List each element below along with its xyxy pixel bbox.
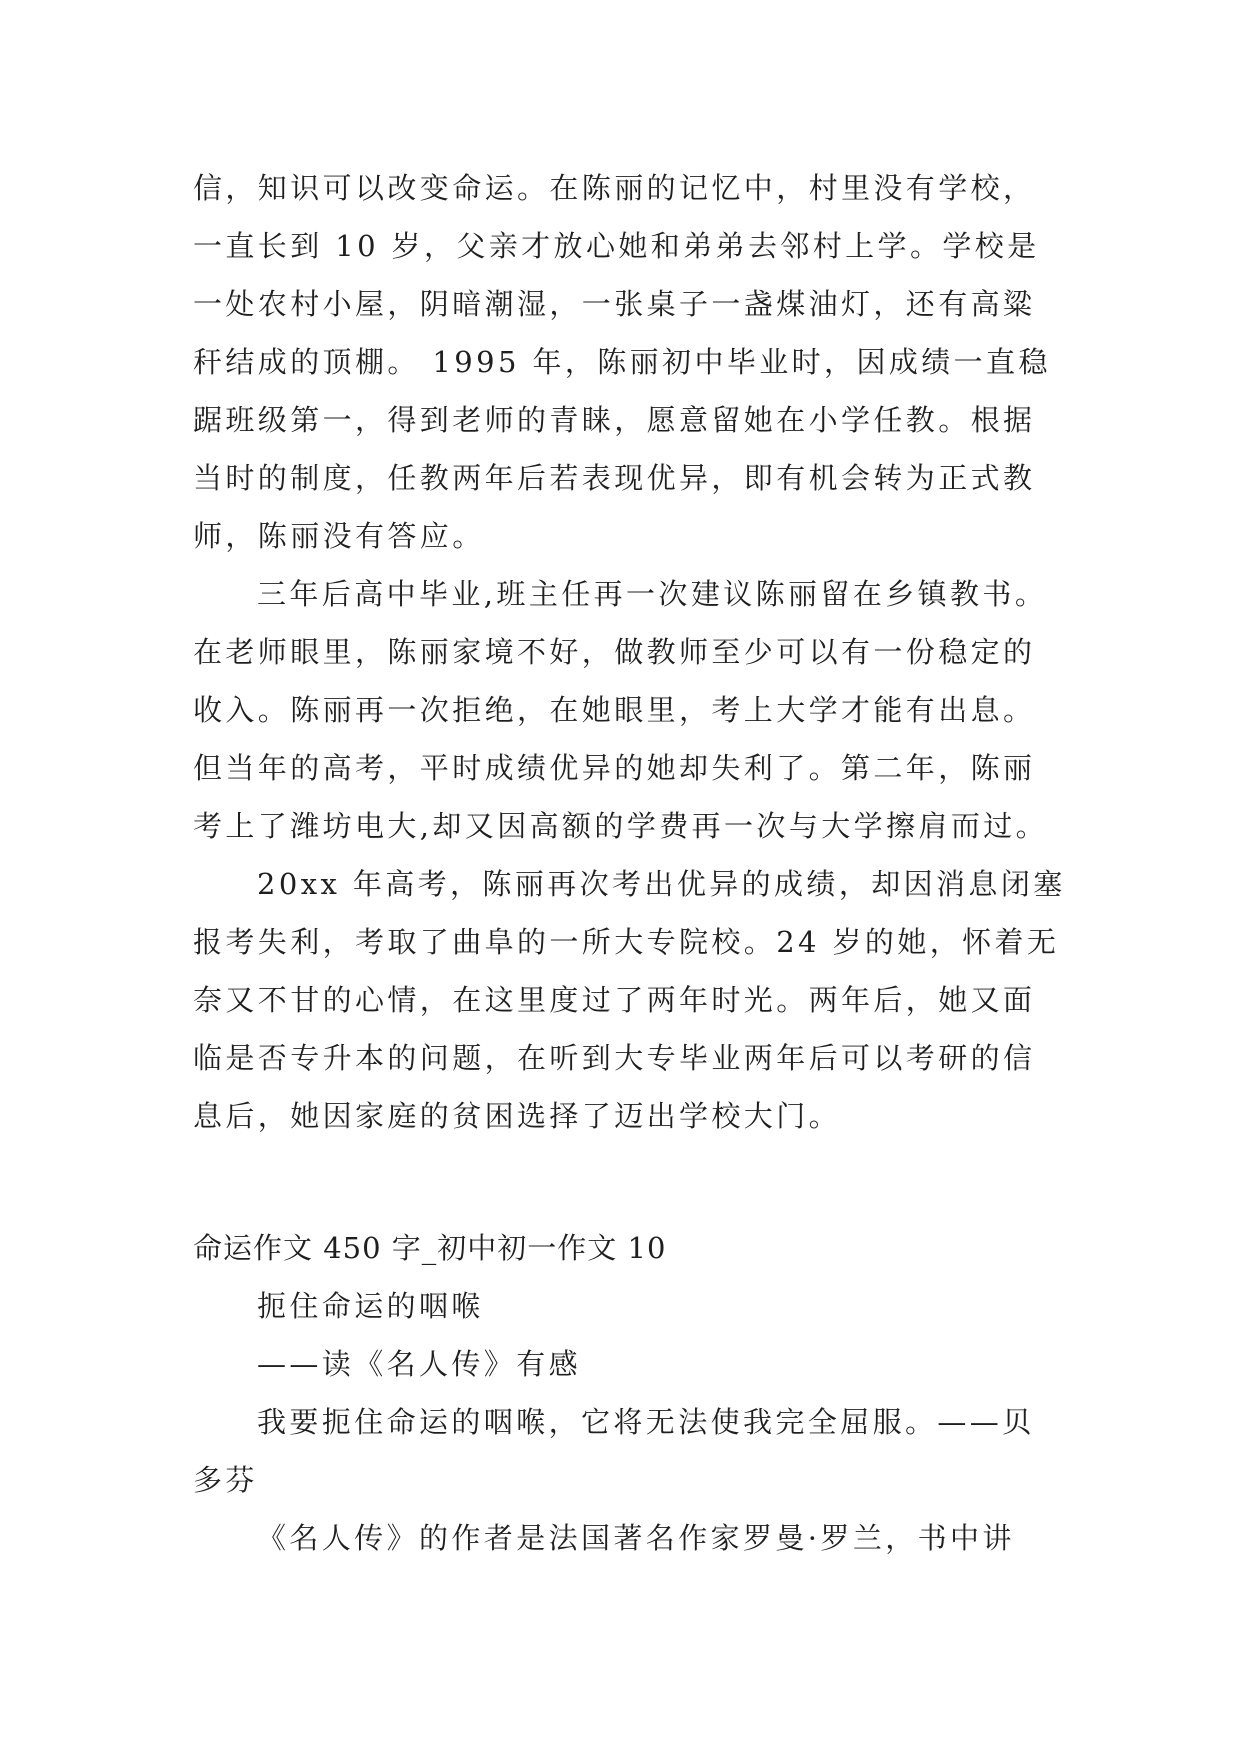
text-line: 一直长到 10 岁，父亲才放心她和弟弟去邻村上学。学校是	[193, 229, 1040, 263]
text-line: 信，知识可以改变命运。在陈丽的记忆中，村里没有学校，	[193, 171, 1036, 205]
text-line: 但当年的高考，平时成绩优异的她却失利了。第二年，陈丽	[193, 751, 1036, 785]
text-line: 师，陈丽没有答应。	[193, 519, 485, 553]
text-line: 临是否专升本的问题，在听到大专毕业两年后可以考研的信	[193, 1041, 1036, 1075]
article-body-part1	[193, 159, 1066, 1145]
text-line: 奈又不甘的心情，在这里度过了两年时光。两年后，她又面	[193, 983, 1036, 1017]
text-line: 收入。陈丽再一次拒绝，在她眼里，考上大学才能有出息。	[193, 693, 1036, 727]
text-line: 报考失利，考取了曲阜的一所大专院校。24 岁的她，怀着无	[193, 925, 1060, 959]
essay-title: 扼住命运的咽喉	[257, 1289, 484, 1323]
text-line: 踞班级第一，得到老师的青睐，愿意留她在小学任教。根据	[193, 403, 1036, 437]
text-line: 一处农村小屋，阴暗潮湿，一张桌子一盏煤油灯，还有高粱	[193, 287, 1036, 321]
paragraph-first-line: 我要扼住命运的咽喉，它将无法使我完全屈服。——贝	[257, 1405, 1035, 1439]
paragraph-first-line: 三年后高中毕业,班主任再一次建议陈丽留在乡镇教书。	[257, 577, 1048, 611]
text-line: 息后，她因家庭的贫困选择了迈出学校大门。	[193, 1099, 842, 1133]
paragraph-first-line: 20xx 年高考，陈丽再次考出优异的成绩，却因消息闭塞	[257, 867, 1066, 901]
article-body-part2	[193, 1219, 1053, 1567]
paragraph-first-line: 《名人传》的作者是法国著名作家罗曼·罗兰，书中讲	[257, 1521, 1015, 1555]
text-line: 秆结成的顶棚。 1995 年，陈丽初中毕业时，因成绩一直稳	[193, 345, 1051, 379]
section-title: 命运作文 450 字_初中初一作文 10	[193, 1231, 667, 1265]
text-line: 在老师眼里，陈丽家境不好，做教师至少可以有一份稳定的	[193, 635, 1036, 669]
text-line: 考上了潍坊电大,却又因高额的学费再一次与大学擦肩而过。	[193, 809, 1049, 843]
text-line: 多芬	[193, 1463, 258, 1497]
essay-subtitle: ——读《名人传》有感	[257, 1347, 582, 1381]
text-line: 当时的制度，任教两年后若表现优异，即有机会转为正式教	[193, 461, 1036, 495]
